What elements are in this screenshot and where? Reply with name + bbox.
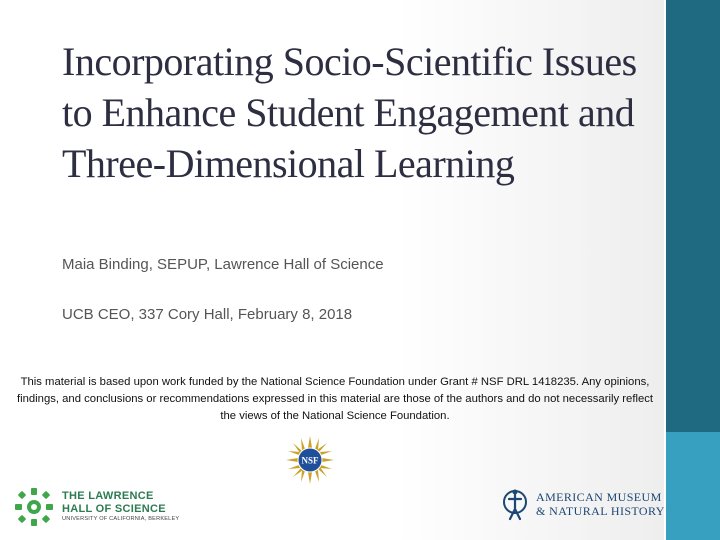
presenter-line: Maia Binding, SEPUP, Lawrence Hall of Science: [62, 256, 384, 273]
amnh-figure-icon: [500, 487, 530, 521]
lawrence-hall-mark-icon: [14, 487, 54, 527]
nsf-seal-icon: [286, 436, 334, 484]
event-line: UCB CEO, 337 Cory Hall, February 8, 2018: [62, 306, 353, 323]
side-band-accent: [666, 432, 720, 540]
amnh-name-line1: AMERICAN MUSEUM: [536, 490, 662, 504]
nsf-text: NSF: [301, 455, 319, 466]
lawrence-hall-logo: [14, 487, 204, 527]
amnh-name-line2: & NATURAL HISTORY: [536, 504, 665, 518]
amnh-logo: [500, 487, 665, 521]
lhs-name-line1: THE LAWRENCE: [62, 490, 154, 502]
slide-title: Incorporating Socio-Scientific Issues to Enhance Student Engagement and Three-Dimensional Learning: [62, 39, 637, 186]
funding-disclaimer: This material is based upon work funded by the National Science Foundation under Grant # NSF DRL 1418235. Any opinions, findings, and conclusions or recommendations expressed in this material are those of the authors and do not necessarily reflect the views of the National Science Foundation.: [16, 376, 654, 422]
lhs-affiliation: UNIVERSITY OF CALIFORNIA, BERKELEY: [62, 516, 180, 522]
lhs-name-line2: HALL OF SCIENCE: [62, 503, 166, 515]
nsf-logo: [286, 436, 334, 484]
